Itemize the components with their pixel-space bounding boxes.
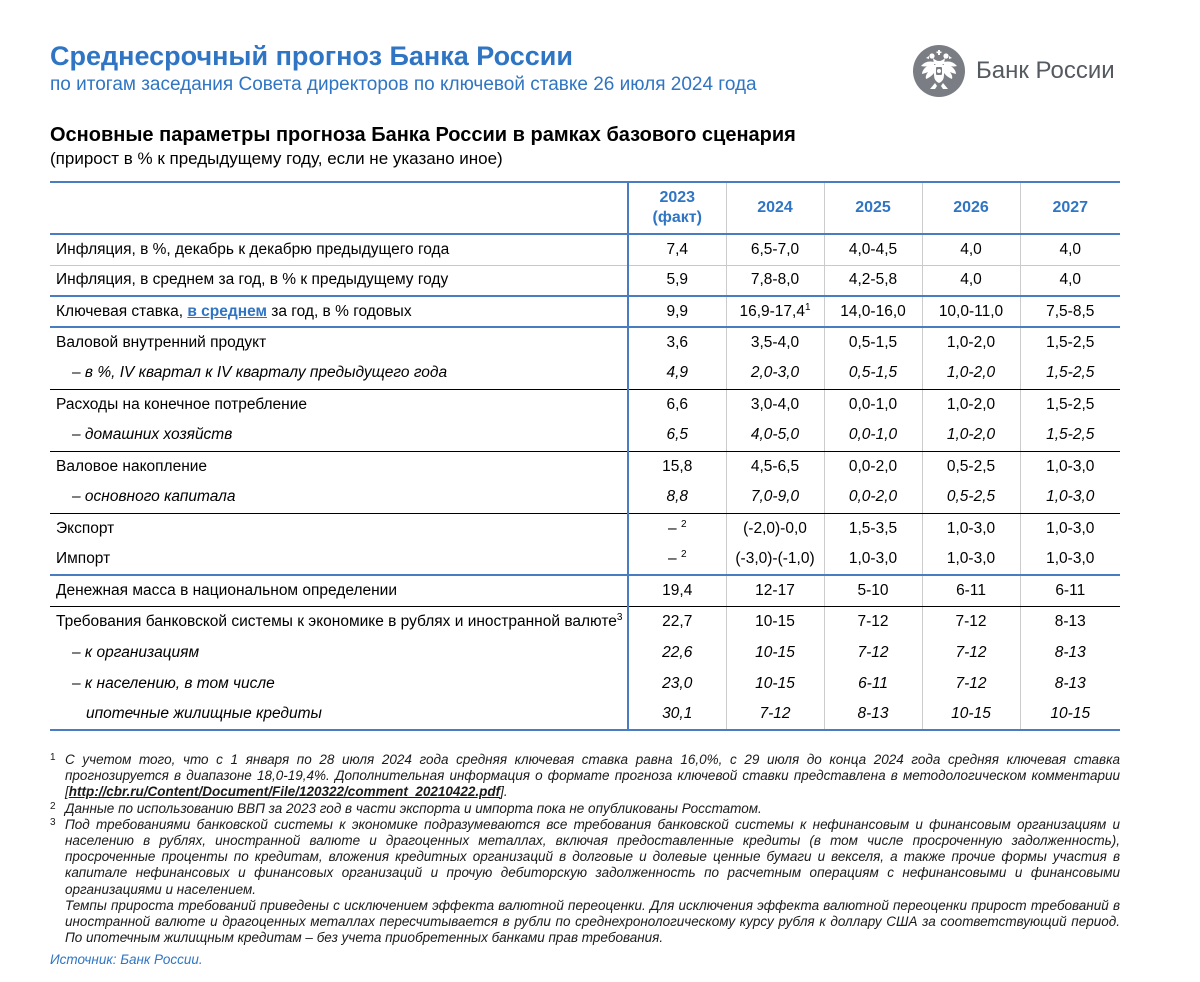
- cell-2026: 7-12: [922, 606, 1020, 637]
- cell-2025: 1,0-3,0: [824, 544, 922, 575]
- cell-2027: 1,0-3,0: [1020, 482, 1120, 513]
- bank-logo-text: Банк России: [976, 57, 1115, 84]
- cell-2023: 22,6: [628, 637, 726, 668]
- cell-2025: 7-12: [824, 606, 922, 637]
- footnote-number: 2: [50, 800, 56, 812]
- cell-2024: 3,5-4,0: [726, 327, 824, 358]
- row-label: – домашних хозяйств: [50, 420, 628, 451]
- table-row: [50, 358, 1120, 389]
- cell-2026: 0,5-2,5: [922, 451, 1020, 482]
- row-label: Импорт: [50, 544, 628, 575]
- cell-2025: 1,5-3,5: [824, 513, 922, 544]
- cell-2027: 8-13: [1020, 668, 1120, 699]
- cell-2025: 0,0-1,0: [824, 420, 922, 451]
- row-label: Экспорт: [56, 519, 115, 537]
- cell-2024: 7-12: [726, 699, 824, 730]
- cell-2023: – $^2$: [628, 513, 726, 544]
- cell-2024: (-2,0)-0,0: [726, 513, 824, 544]
- methodology-link[interactable]: http://cbr.ru/Content/Document/File/120322/comment_20210422.pdf: [68, 784, 501, 800]
- table-row: [50, 668, 1120, 699]
- cell-2027: 10-15: [1020, 699, 1120, 730]
- table-row: [50, 544, 1120, 575]
- cell-2023: 19,4: [628, 575, 726, 606]
- double-headed-eagle-icon: [912, 44, 966, 98]
- cell-2024: 10-15: [726, 668, 824, 699]
- cell-2025: 0,0-2,0: [824, 451, 922, 482]
- cell-2024: 3,0-4,0: [726, 389, 824, 420]
- cell-2024: 10-15: [726, 606, 824, 637]
- cell-2027: 1,5-2,5: [1020, 420, 1120, 451]
- cell-2026: 7-12: [922, 637, 1020, 668]
- table-row: [50, 389, 1120, 420]
- cell-2024: 10-15: [726, 637, 824, 668]
- table-row: [50, 606, 1120, 637]
- cell-2025: 4,2-5,8: [824, 265, 922, 296]
- table-row: [50, 482, 1120, 513]
- cell-2023: – $^2$: [628, 544, 726, 575]
- bank-logo: [912, 44, 1115, 98]
- cell-2023: 22,7: [628, 606, 726, 637]
- footnotes: [50, 752, 1120, 946]
- footnote-mark: 3: [616, 611, 623, 623]
- cell-2024: 7,0-9,0: [726, 482, 824, 513]
- footnote-mark: 1: [804, 301, 811, 313]
- row-label: Ключевая ставка, в среднем за год, в % годовых: [50, 296, 628, 327]
- cell-2026: 0,5-2,5: [922, 482, 1020, 513]
- cell-2024: 2,0-3,0: [726, 358, 824, 389]
- header-2025: 2025: [824, 182, 922, 234]
- cell-2025: 14,0-16,0: [824, 296, 922, 327]
- cell-2025: 0,0-2,0: [824, 482, 922, 513]
- cell-2023: 23,0: [628, 668, 726, 699]
- cell-2024: (-3,0)-(-1,0): [726, 544, 824, 575]
- cell-2024: 16,9-17,4$^1$: [726, 296, 824, 327]
- footnote-mark: 2: [680, 548, 687, 560]
- cell-2026: 1,0-3,0: [922, 513, 1020, 544]
- footnote-2: 2 Данные по использованию ВВП за 2023 год в части экспорта и импорта пока не опубликованы Росстатом.: [50, 800, 762, 816]
- cell-2027: 8-13: [1020, 606, 1120, 637]
- header-2026: 2026: [922, 182, 1020, 234]
- cell-2023: 3,6: [628, 327, 726, 358]
- cell-2023: 6,5: [628, 420, 726, 451]
- table-header-row: [50, 182, 1120, 234]
- cell-2024: 4,5-6,5: [726, 451, 824, 482]
- footnote-3-continued: Темпы прироста требований приведены с исключением эффекта валютной переоценки. Для исключения эффекта валютной переоценки прирост требований в иностранной валюте и драгоценных металлах пересчитывается в рубли по среднехронологическому курсу рубля к доллару США за соответствующий период. По ипотечным жилищным кредитам – без учета приобретенных банками прав требования.: [65, 897, 1120, 946]
- page-subtitle: по итогам заседания Совета директоров по ключевой ставке 26 июля 2024 года: [50, 74, 757, 95]
- cell-2023: 9,9: [628, 296, 726, 327]
- row-label: – в %, IV квартал к IV кварталу предыдущего года: [50, 358, 628, 389]
- row-label: ипотечные жилищные кредиты: [50, 699, 628, 730]
- cell-2026: 1,0-2,0: [922, 389, 1020, 420]
- row-label: Инфляция, в %, декабрь к декабрю предыдущего года: [50, 234, 628, 265]
- table-row: [50, 265, 1120, 296]
- footnote-3: 3 Под требованиями банковской системы к экономике подразумеваются все требования банковской системы к нефинансовым и финансовым организациям и населению в рублях, иностранной валюте и драгоценных металлах, включая предоставленные кредиты (в том числе просроченную задолженность), просроченные проценты по кредитам, вложения кредитных организаций в долговые и долевые ценные бумаги и векселя, а также прочие формы участия в капитале нефинансовых и финансовых организаций и прочую дебиторскую задолженность по расчетным операциям с нефинансовыми и финансовыми организациями и населением.: [50, 816, 1120, 897]
- table-row: [50, 296, 1120, 327]
- row-label: Денежная масса в национальном определении: [50, 575, 628, 606]
- row-label: Инфляция, в среднем за год, в % к предыдущему году: [50, 265, 628, 296]
- cell-2027: 1,5-2,5: [1020, 327, 1120, 358]
- section-title: Основные параметры прогноза Банка России в рамках базового сценария: [50, 124, 796, 146]
- cell-2026: 1,0-2,0: [922, 420, 1020, 451]
- row-label: Требования банковской системы к экономике в рублях и иностранной валюте$^3$: [56, 611, 623, 630]
- row-label: – основного капитала: [50, 482, 628, 513]
- header-label-cell: [50, 182, 628, 234]
- average-link[interactable]: в среднем: [187, 302, 267, 320]
- cell-2025: 5-10: [824, 575, 922, 606]
- cell-2023: 30,1: [628, 699, 726, 730]
- section-subtitle: (прирост в % к предыдущему году, если не указано иное): [50, 149, 503, 168]
- header-2023: 2023 (факт): [628, 182, 726, 234]
- table-row: [50, 327, 1120, 358]
- cell-2025: 4,0-4,5: [824, 234, 922, 265]
- cell-2027: 4,0: [1020, 265, 1120, 296]
- table-row: [50, 699, 1120, 730]
- cell-2024: 7,8-8,0: [726, 265, 824, 296]
- cell-2025: 6-11: [824, 668, 922, 699]
- header-2027: 2027: [1020, 182, 1120, 234]
- page-title: Среднесрочный прогноз Банка России: [50, 41, 573, 71]
- cell-2026: 1,0-2,0: [922, 327, 1020, 358]
- cell-2027: 1,5-2,5: [1020, 389, 1120, 420]
- cell-2027: 8-13: [1020, 637, 1120, 668]
- source-note: Источник: Банк России.: [50, 952, 203, 967]
- table-row: [50, 451, 1120, 482]
- row-label: Валовое накопление: [56, 457, 208, 475]
- cell-2024: 12-17: [726, 575, 824, 606]
- cell-2023: 4,9: [628, 358, 726, 389]
- table-row: [50, 420, 1120, 451]
- footnote-mark: 2: [680, 518, 687, 530]
- cell-2026: 7-12: [922, 668, 1020, 699]
- cell-2027: 4,0: [1020, 234, 1120, 265]
- cell-2027: 6-11: [1020, 575, 1120, 606]
- cell-2025: 0,5-1,5: [824, 358, 922, 389]
- row-label: – к населению, в том числе: [72, 674, 275, 692]
- table-row: [50, 637, 1120, 668]
- cell-2025: 7-12: [824, 637, 922, 668]
- cell-2026: 4,0: [922, 234, 1020, 265]
- row-label: – к организациям: [72, 643, 200, 661]
- cell-2026: 1,0-2,0: [922, 358, 1020, 389]
- row-label: Валовой внутренний продукт: [56, 334, 267, 351]
- cell-2027: 1,5-2,5: [1020, 358, 1120, 389]
- footnote-number: 1: [50, 752, 56, 763]
- footnote-number: 3: [50, 816, 56, 828]
- cell-2027: 7,5-8,5: [1020, 296, 1120, 327]
- footnote-1: 1 С учетом того, что с 1 января по 28 июля 2024 года средняя ключевая ставка равна 16,0%, с 29 июля до конца 2024 года средняя ключевая ставка прогнозируется в диапазоне 18,0-19,4%. Дополнительная информация о формате прогноза ключевой ставки представлена в методологическом комментарии [http://cbr.ru/Content/Document/File/120322/comment_20210422.pdf].: [50, 752, 1120, 800]
- header-2024: 2024: [726, 182, 824, 234]
- cell-2026: 6-11: [922, 575, 1020, 606]
- table-row: [50, 575, 1120, 606]
- cell-2025: 0,5-1,5: [824, 327, 922, 358]
- cell-2026: 10,0-11,0: [922, 296, 1020, 327]
- table-row: [50, 234, 1120, 265]
- cell-2023: 5,9: [628, 265, 726, 296]
- cell-2026: 10-15: [922, 699, 1020, 730]
- cell-2023: 15,8: [628, 451, 726, 482]
- cell-2023: 6,6: [628, 389, 726, 420]
- cell-2026: 1,0-3,0: [922, 544, 1020, 575]
- forecast-table: [50, 181, 1120, 731]
- cell-2027: 1,0-3,0: [1020, 513, 1120, 544]
- cell-2024: 6,5-7,0: [726, 234, 824, 265]
- cell-2023: 7,4: [628, 234, 726, 265]
- cell-2023: 8,8: [628, 482, 726, 513]
- cell-2027: 1,0-3,0: [1020, 451, 1120, 482]
- cell-2024: 4,0-5,0: [726, 420, 824, 451]
- cell-2026: 4,0: [922, 265, 1020, 296]
- cell-2027: 1,0-3,0: [1020, 544, 1120, 575]
- cell-2025: 0,0-1,0: [824, 389, 922, 420]
- cell-2025: 8-13: [824, 699, 922, 730]
- row-label: Расходы на конечное потребление: [56, 395, 307, 413]
- table-row: [50, 513, 1120, 544]
